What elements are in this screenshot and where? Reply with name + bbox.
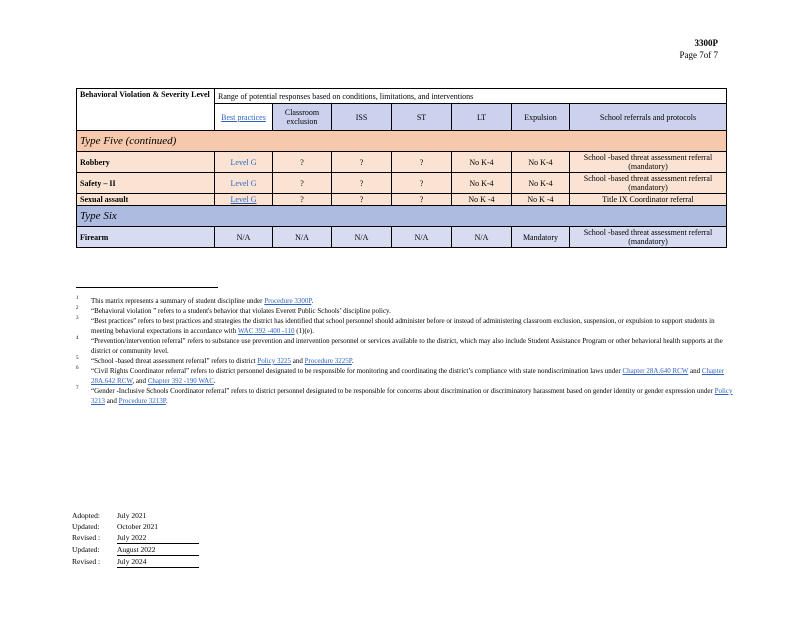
history-row: Revised : July 2024	[72, 556, 199, 568]
iss-cell: N/A	[332, 227, 392, 248]
history-row: Updated: October 2021	[72, 522, 159, 531]
table-row	[77, 227, 727, 248]
behavior-cell: Robbery	[77, 152, 215, 173]
revision-history	[72, 510, 199, 568]
footnote-divider	[76, 287, 218, 288]
st-cell: ?	[392, 194, 452, 206]
page-number: Page 7of 7	[679, 50, 718, 60]
header-lt: LT	[452, 104, 512, 131]
table-row	[77, 173, 727, 194]
chapter-392-190-link[interactable]: Chapter 392 -190 WAC	[147, 377, 214, 385]
classroom-cell: N/A	[273, 227, 332, 248]
best-practices-cell: N/A	[215, 227, 273, 248]
classroom-cell: ?	[273, 173, 332, 194]
expulsion-cell: No K-4	[512, 173, 570, 194]
best-practices-cell: Level G	[215, 173, 273, 194]
policy-code: 3300P	[694, 38, 718, 48]
footnote-1: 1 This matrix represents a summary of student discipline under Procedure 3300P.	[76, 296, 314, 305]
expulsion-cell: No K -4	[512, 194, 570, 206]
wac-link[interactable]: WAC 392 -400 -110	[237, 327, 295, 335]
classroom-cell: ?	[273, 194, 332, 206]
header-behavioral: Behavioral Violation & Severity Level	[77, 89, 215, 131]
footnotes	[76, 296, 736, 406]
referral-cell: Title IX Coordinator referral	[570, 194, 727, 206]
procedure-3213p-link[interactable]: Procedure 3213P	[118, 397, 166, 405]
lt-cell: No K -4	[452, 194, 512, 206]
footnote-2: 2 “Behavioral violation ” refers to a student's behavior that violates Everett Public Schools’ discipline policy.	[76, 306, 391, 315]
st-cell: N/A	[392, 227, 452, 248]
behavior-cell: Sexual assault	[77, 194, 215, 206]
header-best-practices[interactable]: Best practices	[215, 104, 273, 131]
lt-cell: N/A	[452, 227, 512, 248]
expulsion-cell: No K-4	[512, 152, 570, 173]
best-practices-link[interactable]: Level G	[215, 194, 273, 206]
type-six-heading: Type Six	[77, 206, 727, 227]
iss-cell: ?	[332, 194, 392, 206]
policy-3225-link[interactable]: Policy 3225	[257, 357, 292, 365]
table-row	[77, 194, 727, 206]
header-st: ST	[392, 104, 452, 131]
header-expulsion: Expulsion	[512, 104, 570, 131]
referral-cell: School -based threat assessment referral (mandatory)	[570, 173, 727, 194]
discipline-matrix-table	[76, 88, 727, 248]
procedure-3300p-link[interactable]: Procedure 3300P	[264, 297, 312, 305]
policy-3213-link[interactable]: Policy 3213	[91, 387, 733, 405]
history-row: Updated: August 2022	[72, 544, 199, 556]
header-classroom-exclusion: Classroom exclusion	[273, 104, 332, 131]
header-school-referrals: School referrals and protocols	[570, 104, 727, 131]
footnote-5: 5 “School -based threat assessment referral” refers to district Policy 3225 and Procedure 3225P.	[76, 356, 354, 365]
header-iss: ISS	[332, 104, 392, 131]
procedure-3225p-link[interactable]: Procedure 3225P	[304, 357, 352, 365]
type-five-heading: Type Five (continued)	[77, 131, 727, 152]
iss-cell: ?	[332, 173, 392, 194]
referral-cell: School -based threat assessment referral (mandatory)	[570, 227, 727, 248]
referral-cell: School -based threat assessment referral (mandatory)	[570, 152, 727, 173]
footnote-3: 3 “Best practices” refers to best practices and strategies the district has identified that school personnel should administer before or instead of administering classroom exclusion, suspension, or expulsion to support students in meeting behavioral expectations in accordance with WAC 392 -400 -110 (1)(e).	[76, 316, 715, 335]
behavior-cell: Firearm	[77, 227, 215, 248]
behavior-cell: Safety – II	[77, 173, 215, 194]
history-row: Revised : July 2022	[72, 532, 199, 544]
iss-cell: ?	[332, 152, 392, 173]
lt-cell: No K-4	[452, 173, 512, 194]
st-cell: ?	[392, 152, 452, 173]
chapter-28a642-link[interactable]: Chapter 28A.642 RCW	[91, 367, 725, 385]
lt-cell: No K-4	[452, 152, 512, 173]
classroom-cell: ?	[273, 152, 332, 173]
history-row: Adopted: July 2021	[72, 511, 147, 520]
table-row	[77, 152, 727, 173]
expulsion-cell: Mandatory	[512, 227, 570, 248]
header-range: Range of potential responses based on conditions, limitations, and interventions	[215, 89, 727, 104]
footnote-7: 7 “Gender -Inclusive Schools Coordinator referral” refers to district personnel designated to be responsible for concerns about discrimination or discriminatory harassment based on gender identity or gender expression under Policy 3213 and Procedure 3213P.	[76, 386, 733, 405]
st-cell: ?	[392, 173, 452, 194]
footnote-4: 4 “Prevention/intervention referral” refers to substance use prevention and intervention personnel or services available to the district, which may also include Student Assistance Program or other behavioral health supports at the district or community level.	[76, 336, 723, 355]
best-practices-cell: Level G	[215, 152, 273, 173]
chapter-28a640-link[interactable]: Chapter 28A.640 RCW	[622, 367, 689, 375]
footnote-6: 6 “Civil Rights Coordinator referral” refers to district personnel designated to be responsible for monitoring and coordinating the district’s compliance with state nondiscrimination laws under Chapter 28A.640 RCW and Chapter 28A.642 RCW, and Chapter 392 -190 WAC.	[76, 366, 725, 385]
